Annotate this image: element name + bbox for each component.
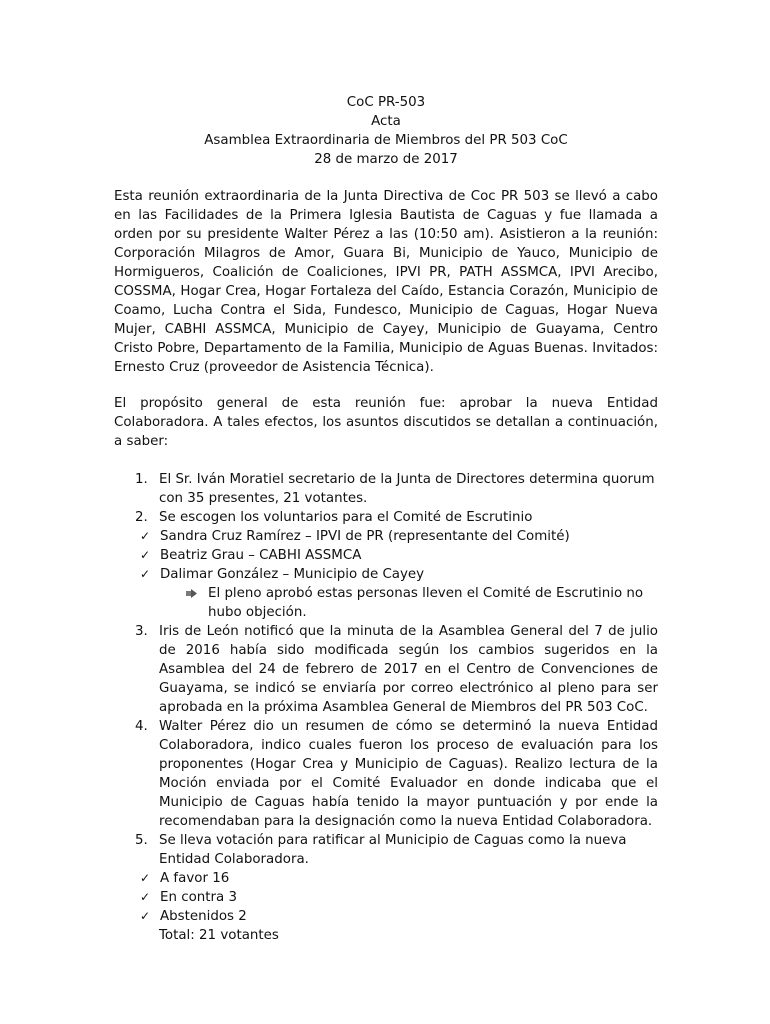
agenda-item bbox=[114, 622, 658, 717]
check-item-text: Sandra Cruz Ramírez – IPVI de PR (representante del Comité) bbox=[160, 529, 570, 544]
check-mark-icon: ✓ bbox=[140, 567, 151, 581]
item-number: 2. bbox=[135, 510, 148, 525]
check-mark-icon: ✓ bbox=[140, 909, 151, 923]
vote-item-text: En contra 3 bbox=[160, 890, 237, 905]
agenda-item bbox=[114, 717, 658, 831]
note-item bbox=[114, 584, 658, 622]
purpose-paragraph: El propósito general de esta reunión fue: aprobar la nueva Entidad Colaboradora. A tales efectos, los asuntos discutidos se detallan a continuación, a saber: bbox=[114, 396, 658, 449]
check-list-item bbox=[114, 527, 658, 546]
check-list-item bbox=[114, 869, 658, 888]
check-mark-icon: ✓ bbox=[140, 871, 151, 885]
header-code: CoC PR-503 bbox=[346, 95, 426, 110]
header-title: Asamblea Extraordinaria de Miembros del PR 503 CoC bbox=[204, 133, 568, 148]
header-type: Acta bbox=[371, 114, 401, 129]
item-number: 4. bbox=[135, 719, 148, 734]
item-number: 5. bbox=[135, 833, 148, 848]
check-item-text: Dalimar González – Municipio de Cayey bbox=[160, 567, 425, 582]
check-list-item bbox=[114, 907, 658, 926]
vote-total: Total: 21 votantes bbox=[159, 928, 279, 943]
item-text: Walter Pérez dio un resumen de cómo se determinó la nueva Entidad Colaboradora, indico cuales fueron los proceso de evaluación para los proponentes (Hogar Crea y Municipio de Caguas). Realizo lectura de la Moción enviada por el Comité Evaluador en donde indicaba que el Municipio de Caguas había tenido la mayor puntuación y por ende la recomendaban para la designación como la nueva Entidad Colaboradora. bbox=[159, 719, 658, 829]
check-mark-icon: ✓ bbox=[140, 890, 151, 904]
document-header bbox=[114, 93, 658, 169]
item-text: Se lleva votación para ratificar al Municipio de Caguas como la nueva Entidad Colaboradora. bbox=[159, 833, 627, 867]
vote-item-text: Abstenidos 2 bbox=[160, 909, 247, 924]
check-list-item bbox=[114, 888, 658, 907]
note-list bbox=[114, 584, 658, 622]
agenda-item bbox=[114, 470, 658, 508]
check-list-item bbox=[114, 546, 658, 565]
header-date: 28 de marzo de 2017 bbox=[314, 152, 458, 167]
item-number: 3. bbox=[135, 624, 148, 639]
item-text: El Sr. Iván Moratiel secretario de la Junta de Directores determina quorum con 35 presentes, 21 votantes. bbox=[159, 472, 655, 506]
agenda-list bbox=[114, 470, 658, 527]
intro-paragraph: Esta reunión extraordinaria de la Junta Directiva de Coc PR 503 se llevó a cabo en las Facilidades de la Primera Iglesia Bautista de Caguas y fue llamada a orden por su presidente Walter Pérez a las (10:50 am). Asistieron a la reunión: Corporación Milagros de Amor, Guara Bi, Municipio de Yauco, Municipio de Hormigueros, Coalición de Coaliciones, IPVI PR, PATH ASSMCA, IPVI Arecibo, COSSMA, Hogar Crea, Hogar Fortaleza del Caído, Estancia Corazón, Municipio de Coamo, Lucha Contra el Sida, Fundesco, Municipio de Caguas, Hogar Nueva Mujer, CABHI ASSMCA, Municipio de Cayey, Municipio de Guayama, Centro Cristo Pobre, Departamento de la Familia, Municipio de Aguas Buenas. Invitados: Ernesto Cruz (proveedor de Asistencia Técnica). bbox=[114, 189, 658, 375]
check-mark-icon: ✓ bbox=[140, 529, 151, 543]
vote-item-text: A favor 16 bbox=[160, 871, 230, 886]
agenda-item bbox=[114, 831, 658, 869]
note-text: El pleno aprobó estas personas lleven el Comité de Escrutinio no hubo objeción. bbox=[208, 586, 644, 620]
document-page bbox=[114, 93, 658, 945]
item-number: 1. bbox=[135, 472, 148, 487]
committee-list bbox=[114, 527, 658, 584]
check-item-text: Beatriz Grau – CABHI ASSMCA bbox=[160, 548, 362, 563]
check-list-item bbox=[114, 565, 658, 584]
item-text: Iris de León notificó que la minuta de la Asamblea General del 7 de julio de 2016 había sido modificada según los cambios sugeridos en la Asamblea del 24 de febrero de 2017 en el Centro de Convenciones de Guayama, se indicó se enviaría por correo electrónico al pleno para ser aprobada en la próxima Asamblea General de Miembros del PR 503 CoC. bbox=[159, 624, 658, 715]
vote-list bbox=[114, 869, 658, 926]
item-text: Se escogen los voluntarios para el Comité de Escrutinio bbox=[159, 510, 533, 525]
agenda-list-continued bbox=[114, 622, 658, 869]
check-mark-icon: ✓ bbox=[140, 548, 151, 562]
agenda-item bbox=[114, 508, 658, 527]
arrow-bullet-icon bbox=[186, 588, 198, 599]
